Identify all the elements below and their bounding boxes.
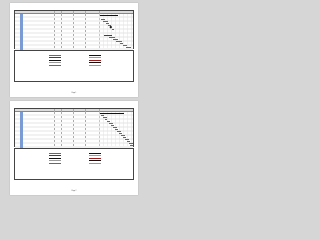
task-bar [125, 139, 129, 140]
task-bar [101, 19, 105, 20]
legend-swatch [49, 158, 61, 159]
task-bar [107, 121, 110, 122]
task-bar [127, 141, 130, 142]
document-page-1 [10, 3, 138, 97]
legend-swatch [89, 60, 101, 61]
task-bar [101, 115, 104, 116]
task-bar [105, 119, 107, 120]
gantt-timeline [99, 14, 135, 48]
task-bar [123, 137, 126, 138]
legend-swatch [89, 153, 101, 154]
legend-swatch [49, 160, 61, 161]
legend-swatch [89, 163, 101, 164]
legend-swatch [49, 163, 61, 164]
legend-swatch [89, 160, 101, 161]
legend-swatch [49, 57, 61, 58]
task-bar [119, 133, 122, 134]
legend-swatch [89, 57, 101, 58]
document-page-2 [10, 101, 138, 195]
task-bar [121, 135, 125, 136]
critical-task-bar [104, 35, 112, 36]
legend-swatch [89, 65, 101, 66]
task-bar [113, 127, 117, 128]
task-bar [117, 131, 121, 132]
gantt-table [14, 10, 134, 49]
legend-swatch [49, 62, 61, 63]
legend-swatch [89, 55, 101, 56]
task-bar [130, 145, 133, 146]
legend-swatch [49, 60, 61, 61]
legend-swatch [49, 155, 61, 156]
page-footer: Page 1 [71, 93, 77, 94]
task-bar [120, 43, 123, 44]
legend-box [14, 50, 134, 82]
task-bar [112, 29, 114, 30]
task-bar [116, 41, 122, 42]
task-bar [103, 117, 107, 118]
summary-bar [100, 15, 118, 16]
task-bar [103, 21, 108, 22]
task-bar [111, 125, 114, 126]
legend-swatch [49, 55, 61, 56]
legend-swatch [49, 153, 61, 154]
legend-swatch [89, 62, 101, 63]
task-bar [109, 123, 113, 124]
legend-swatch [89, 155, 101, 156]
page-footer: Page 2 [71, 191, 77, 192]
task-bar [113, 39, 118, 40]
task-bar [129, 143, 133, 144]
gantt-timeline [99, 112, 135, 146]
task-bar [109, 37, 115, 38]
legend-box [14, 148, 134, 180]
task-bar [115, 129, 118, 130]
legend-swatch [49, 65, 61, 66]
task-bar [126, 47, 131, 48]
task-bar [123, 45, 127, 46]
legend-swatch [89, 158, 101, 159]
task-bar [106, 23, 109, 24]
gantt-table [14, 108, 134, 147]
summary-bar [100, 113, 124, 114]
